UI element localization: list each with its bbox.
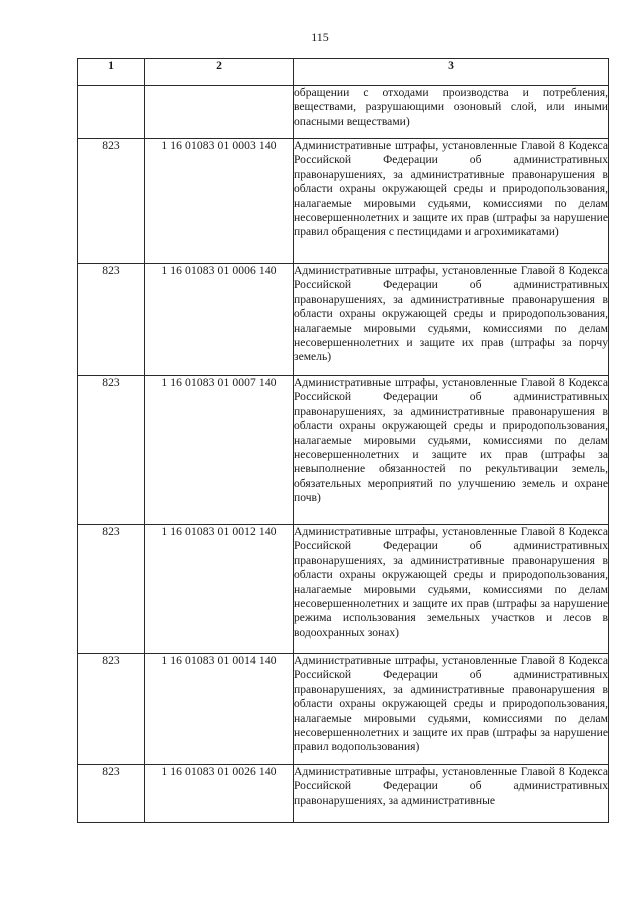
admin-code-cell: 823 [78, 264, 145, 376]
column-header-3: 3 [294, 59, 609, 86]
table-row-continuation [78, 86, 609, 139]
table-row [78, 765, 609, 823]
table-row [78, 139, 609, 264]
budget-codes-table [77, 58, 609, 823]
description-cell: Административные штрафы, установленные Главой 8 Кодекса Российской Федерации об административных правонарушениях, за административные правонарушения в области охраны окружающей среды и природопользования, налагаемые мировыми судьями, комиссиями по делам несовершеннолетних и защите их прав (штрафы за невыполнение обязанностей по рекультивации земель, обязательных мероприятий по улучшению земель и охране почв) [294, 376, 609, 525]
column-header-2: 2 [145, 59, 294, 86]
admin-code-cell: 823 [78, 765, 145, 823]
kbk-code-cell: 1 16 01083 01 0014 140 [145, 654, 294, 765]
description-cell: Административные штрафы, установленные Главой 8 Кодекса Российской Федерации об административных правонарушениях, за административные правонарушения в области охраны окружающей среды и природопользования, налагаемые мировыми судьями, комиссиями по делам несовершеннолетних и защите их прав (штрафы за порчу земель) [294, 264, 609, 376]
kbk-code-cell: 1 16 01083 01 0003 140 [145, 139, 294, 264]
table-header-row [78, 59, 609, 86]
description-cell: обращении с отходами производства и потребления, веществами, разрушающими озоновый слой, или иными опасными веществами) [294, 86, 609, 139]
admin-code-cell: 823 [78, 139, 145, 264]
admin-code-cell: 823 [78, 525, 145, 654]
table-row [78, 654, 609, 765]
table-row [78, 525, 609, 654]
description-cell: Административные штрафы, установленные Главой 8 Кодекса Российской Федерации об административных правонарушениях, за административные правонарушения в области охраны окружающей среды и природопользования, налагаемые мировыми судьями, комиссиями по делам несовершеннолетних и защите их прав (штрафы за нарушение режима использования земельных участков и лесов в водоохранных зонах) [294, 525, 609, 654]
page-number: 115 [311, 30, 329, 44]
admin-code-cell: 823 [78, 376, 145, 525]
admin-code-cell: 823 [78, 654, 145, 765]
kbk-code-cell: 1 16 01083 01 0026 140 [145, 765, 294, 823]
table-row [78, 376, 609, 525]
kbk-code-cell: 1 16 01083 01 0007 140 [145, 376, 294, 525]
table-row [78, 264, 609, 376]
kbk-code-cell: 1 16 01083 01 0006 140 [145, 264, 294, 376]
description-cell: Административные штрафы, установленные Главой 8 Кодекса Российской Федерации об административных правонарушениях, за административные правонарушения в области охраны окружающей среды и природопользования, налагаемые мировыми судьями, комиссиями по делам несовершеннолетних и защите их прав (штрафы за нарушение правил обращения с пестицидами и агрохимикатами) [294, 139, 609, 264]
column-header-1: 1 [78, 59, 145, 86]
kbk-code-cell [145, 86, 294, 139]
description-cell: Административные штрафы, установленные Главой 8 Кодекса Российской Федерации об административных правонарушениях, за административные [294, 765, 609, 823]
kbk-code-cell: 1 16 01083 01 0012 140 [145, 525, 294, 654]
description-cell: Административные штрафы, установленные Главой 8 Кодекса Российской Федерации об административных правонарушениях, за административные правонарушения в области охраны окружающей среды и природопользования, налагаемые мировыми судьями, комиссиями по делам несовершеннолетних и защите их прав (штрафы за нарушение правил водопользования) [294, 654, 609, 765]
admin-code-cell [78, 86, 145, 139]
